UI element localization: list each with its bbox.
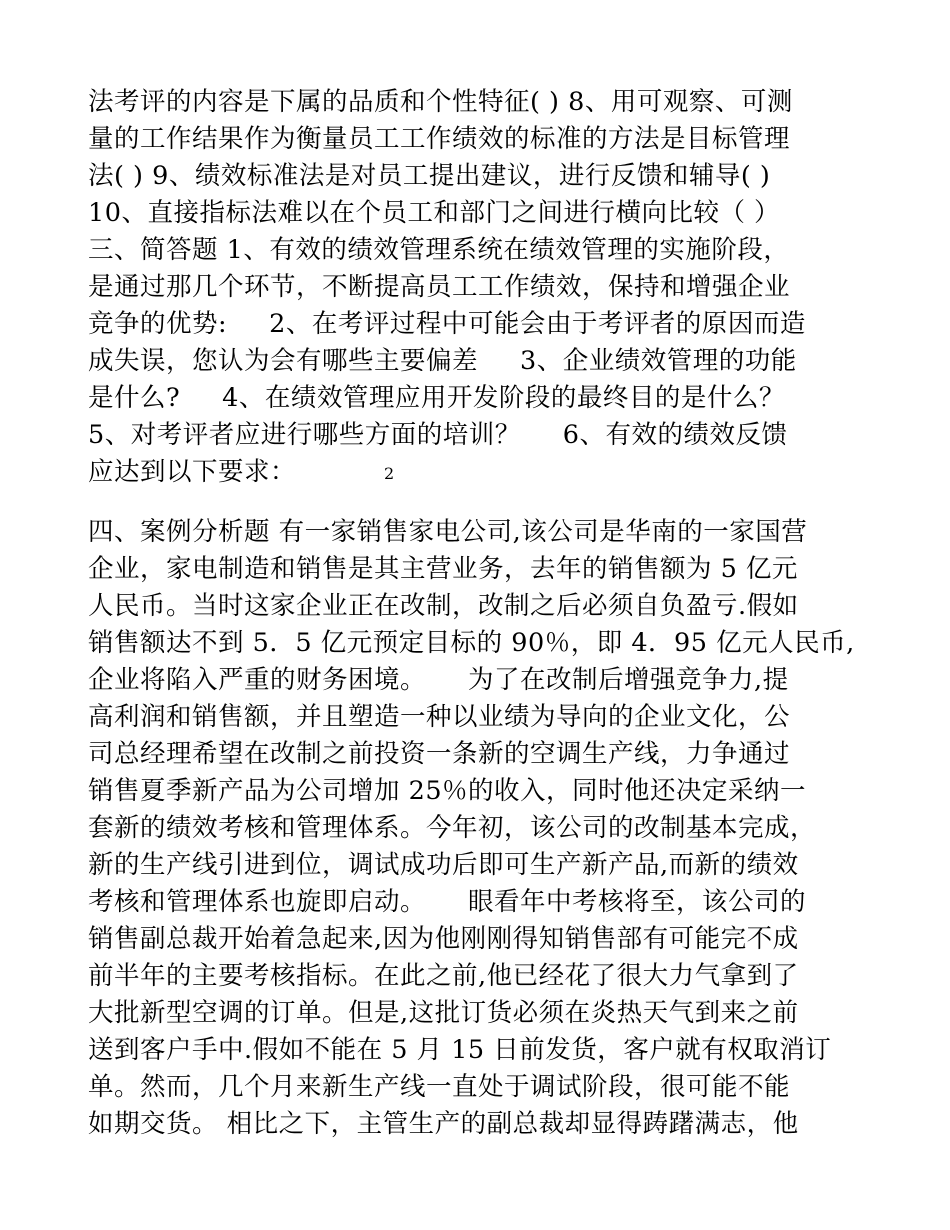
document-page xyxy=(88,84,868,1143)
text-line: 前半年的主要考核指标。在此之前,他已经花了很大力气拿到了 xyxy=(88,960,799,991)
case-analysis-section xyxy=(88,514,868,1143)
page-number: 2 xyxy=(384,463,395,483)
text-line xyxy=(88,417,868,454)
text-fragment: 5、对考评者应进行哪些方面的培训？ xyxy=(88,420,521,450)
text-line: 三、简答题 1、有效的绩效管理系统在绩效管理的实施阶段， xyxy=(88,235,790,265)
text-line xyxy=(88,343,868,380)
text-line xyxy=(88,380,868,417)
text-line xyxy=(88,884,868,921)
text-line: 10、直接指标法难以在个员工和部门之间进行横向比较（ ） xyxy=(88,198,781,228)
text-line: 人民币。当时这家企业正在改制，改制之后必须自负盈亏.假如 xyxy=(88,590,799,621)
text-line: 四、案例分析题 有一家销售家电公司,该公司是华南的一家国营 xyxy=(88,516,808,547)
text-line: 法考评的内容是下属的品质和个性特征( ) 8、用可观察、可测 xyxy=(88,87,793,117)
text-line: 企业，家电制造和销售是其主营业务，去年的销售额为 5 亿元 xyxy=(88,553,798,584)
text-fragment: 3、企业绩效管理的功能 xyxy=(520,346,797,376)
text-fragment: 4、在绩效管理应用开发阶段的最终目的是什么？ xyxy=(222,383,785,413)
text-line: 是通过那几个环节，不断提高员工工作绩效，保持和增强企业 xyxy=(88,272,791,302)
text-line: 套新的绩效考核和管理体系。今年初，该公司的改制基本完成， xyxy=(88,812,817,843)
text-line: 量的工作结果作为衡量员工工作绩效的标准的方法是目标管理 xyxy=(88,124,791,154)
text-fragment: 考核和管理体系也旋即启动。 xyxy=(88,886,427,917)
text-line: 司总经理希望在改制之前投资一条新的空调生产线，力争通过 xyxy=(88,738,791,769)
text-fragment: 2、在考评过程中可能会由于考评者的原因而造 xyxy=(269,309,806,339)
text-fragment: 成失误，您认为会有哪些主要偏差 xyxy=(88,346,479,376)
text-fragment: 企业将陷入严重的财务困境。 xyxy=(88,664,427,695)
text-line: 高利润和销售额，并且塑造一种以业绩为导向的企业文化，公 xyxy=(88,701,791,732)
text-fragment: 应达到以下要求： xyxy=(88,457,297,487)
true-false-and-short-answer-section xyxy=(88,84,868,492)
text-fragment: 竞争的优势: xyxy=(88,309,228,339)
text-line xyxy=(88,454,868,492)
text-line: 如期交货。 相比之下，主管生产的副总裁却显得踌躇满志，他 xyxy=(88,1108,799,1139)
text-line: 销售额达不到 5．5 亿元预定目标的 90％，即 4．95 亿元人民币, xyxy=(88,627,855,658)
text-line: 法( ) 9、绩效标准法是对员工提出建议，进行反馈和辅导( ) xyxy=(88,161,771,191)
text-line: 销售夏季新产品为公司增加 25％的收入，同时他还决定采纳一 xyxy=(88,775,807,806)
text-line: 新的生产线引进到位，调试成功后即可生产新产品,而新的绩效 xyxy=(88,849,799,880)
text-fragment: 6、有效的绩效反馈 xyxy=(562,420,788,450)
text-line: 销售副总裁开始着急起来,因为他刚刚得知销售部有可能完不成 xyxy=(88,923,799,954)
text-fragment: 为了在改制后增强竞争力,提 xyxy=(468,664,789,695)
text-fragment: 眼看年中考核将至，该公司的 xyxy=(468,886,807,917)
text-fragment: 是什么? xyxy=(88,383,181,413)
text-line xyxy=(88,306,868,343)
text-line: 大批新型空调的订单。但是,这批订货必须在炎热天气到来之前 xyxy=(88,997,799,1028)
text-line: 单。然而，几个月来新生产线一直处于调试阶段，很可能不能 xyxy=(88,1071,791,1102)
text-line: 送到客户手中.假如不能在 5 月 15 日前发货，客户就有权取消订 xyxy=(88,1034,832,1065)
text-line xyxy=(88,662,868,699)
